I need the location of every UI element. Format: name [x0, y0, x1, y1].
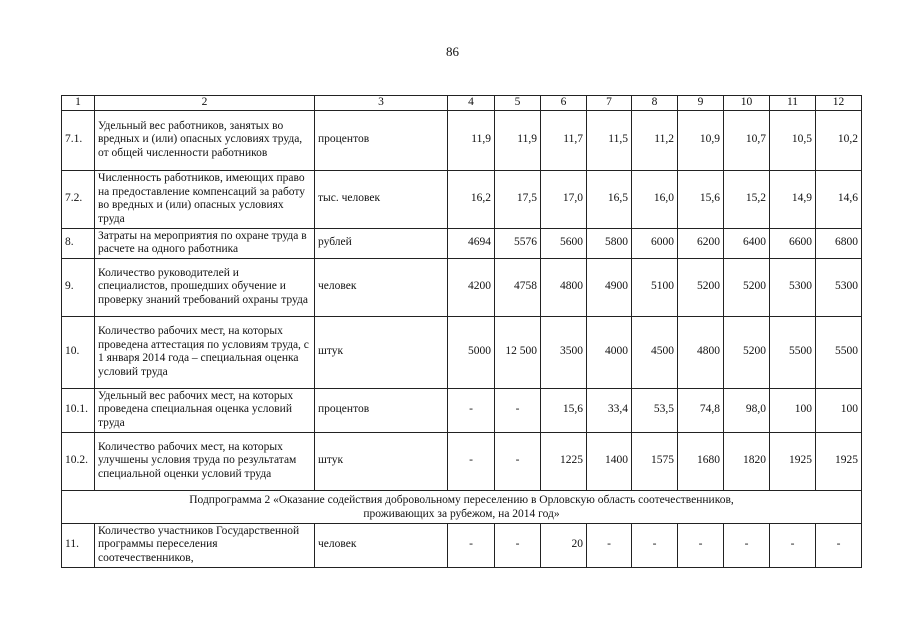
indicator-value: 10,5	[770, 110, 816, 170]
table-row	[62, 316, 862, 388]
indicator-name: Количество рабочих мест, на которых проведена аттестация по условиям труда, с 1 января 2014 года – специальная оценка условий труда	[95, 316, 315, 388]
indicator-value: 11,7	[541, 110, 587, 170]
indicator-value: 4500	[632, 316, 678, 388]
indicator-value: -	[495, 432, 541, 490]
row-number: 7.2.	[62, 170, 95, 228]
indicator-value: -	[632, 523, 678, 567]
indicator-value: 5100	[632, 258, 678, 316]
column-number-header: 1	[62, 96, 95, 111]
unit-of-measure: рублей	[315, 228, 448, 258]
indicator-name: Численность работников, имеющих право на предоставление компенсаций за работу во вредных и (или) опасных условиях труда	[95, 170, 315, 228]
table-row	[62, 110, 862, 170]
indicators-table	[61, 95, 862, 568]
indicator-value: 16,5	[587, 170, 632, 228]
indicator-value: -	[495, 523, 541, 567]
indicator-value: 4694	[448, 228, 495, 258]
column-number-header: 12	[816, 96, 862, 111]
indicator-value: -	[495, 388, 541, 432]
indicator-value: 4758	[495, 258, 541, 316]
indicator-value: 3500	[541, 316, 587, 388]
indicator-value: 5200	[724, 258, 770, 316]
row-number: 10.2.	[62, 432, 95, 490]
column-number-row	[62, 96, 862, 111]
indicator-value: 15,2	[724, 170, 770, 228]
page-number: 86	[446, 44, 459, 59]
column-number-header: 8	[632, 96, 678, 111]
indicator-value: -	[724, 523, 770, 567]
indicator-value: 5500	[770, 316, 816, 388]
indicator-value: 11,2	[632, 110, 678, 170]
unit-of-measure: процентов	[315, 388, 448, 432]
indicator-value: 17,0	[541, 170, 587, 228]
row-number: 7.1.	[62, 110, 95, 170]
unit-of-measure: человек	[315, 523, 448, 567]
row-number: 9.	[62, 258, 95, 316]
indicator-value: 4800	[541, 258, 587, 316]
indicator-value: 5300	[816, 258, 862, 316]
indicator-value: 10,9	[678, 110, 724, 170]
indicator-value: 6000	[632, 228, 678, 258]
indicator-value: 5000	[448, 316, 495, 388]
indicator-value: 15,6	[678, 170, 724, 228]
column-number-header: 9	[678, 96, 724, 111]
indicator-value: 5800	[587, 228, 632, 258]
indicator-value: 11,9	[448, 110, 495, 170]
indicator-value: 15,6	[541, 388, 587, 432]
indicator-value: 53,5	[632, 388, 678, 432]
subprogram-title-line2: проживающих за рубежом, на 2014 год»	[363, 507, 560, 520]
indicator-value: 5600	[541, 228, 587, 258]
table-row	[62, 388, 862, 432]
indicator-value: 100	[770, 388, 816, 432]
indicator-value: 1680	[678, 432, 724, 490]
unit-of-measure: штук	[315, 316, 448, 388]
indicator-value: 20	[541, 523, 587, 567]
indicator-value: 1400	[587, 432, 632, 490]
indicator-value: -	[448, 432, 495, 490]
subprogram-title-line1: Подпрограмма 2 «Оказание содействия добровольному переселению в Орловскую область соотечественников,	[189, 493, 734, 506]
indicator-value: 17,5	[495, 170, 541, 228]
indicator-value: 16,2	[448, 170, 495, 228]
indicator-name: Удельный вес работников, занятых во вредных и (или) опасных условиях труда, от общей численности работников	[95, 110, 315, 170]
indicator-value: 1575	[632, 432, 678, 490]
indicator-value: -	[448, 388, 495, 432]
unit-of-measure: человек	[315, 258, 448, 316]
indicator-name: Затраты на мероприятия по охране труда в расчете на одного работника	[95, 228, 315, 258]
subprogram-title	[62, 490, 862, 523]
indicator-value: 4200	[448, 258, 495, 316]
indicator-name: Количество руководителей и специалистов, прошедших обучение и проверку знаний требований охраны труда	[95, 258, 315, 316]
column-number-header: 2	[95, 96, 315, 111]
indicator-value: 11,5	[587, 110, 632, 170]
indicator-value: 1225	[541, 432, 587, 490]
table-row	[62, 258, 862, 316]
row-number: 10.1.	[62, 388, 95, 432]
indicator-value: 74,8	[678, 388, 724, 432]
indicator-value: 4900	[587, 258, 632, 316]
row-number: 8.	[62, 228, 95, 258]
indicator-value: 33,4	[587, 388, 632, 432]
column-number-header: 10	[724, 96, 770, 111]
indicator-value: 6800	[816, 228, 862, 258]
indicator-value: 10,2	[816, 110, 862, 170]
indicator-value: 1925	[816, 432, 862, 490]
indicator-name: Количество участников Государственной программы переселения соотечественников,	[95, 523, 315, 567]
indicator-value: 10,7	[724, 110, 770, 170]
subprogram-row	[62, 490, 862, 523]
row-number: 11.	[62, 523, 95, 567]
indicator-value: 6200	[678, 228, 724, 258]
column-number-header: 7	[587, 96, 632, 111]
unit-of-measure: штук	[315, 432, 448, 490]
indicator-value: 11,9	[495, 110, 541, 170]
indicator-value: 5576	[495, 228, 541, 258]
column-number-header: 4	[448, 96, 495, 111]
column-number-header: 5	[495, 96, 541, 111]
indicator-value: 14,6	[816, 170, 862, 228]
indicator-value: 4800	[678, 316, 724, 388]
indicator-value: -	[816, 523, 862, 567]
table-row	[62, 432, 862, 490]
indicator-value: 12 500	[495, 316, 541, 388]
table-row	[62, 523, 862, 567]
indicator-value: 5500	[816, 316, 862, 388]
indicator-value: 1820	[724, 432, 770, 490]
indicator-value: 5200	[724, 316, 770, 388]
indicator-value: 14,9	[770, 170, 816, 228]
row-number: 10.	[62, 316, 95, 388]
unit-of-measure: тыс. человек	[315, 170, 448, 228]
table-row	[62, 170, 862, 228]
indicator-value: 100	[816, 388, 862, 432]
indicator-value: 4000	[587, 316, 632, 388]
table-row	[62, 228, 862, 258]
indicator-value: 1925	[770, 432, 816, 490]
indicator-value: -	[770, 523, 816, 567]
indicator-value: 98,0	[724, 388, 770, 432]
indicator-value: -	[587, 523, 632, 567]
column-number-header: 6	[541, 96, 587, 111]
indicator-value: -	[448, 523, 495, 567]
indicator-name: Удельный вес рабочих мест, на которых проведена специальная оценка условий труда	[95, 388, 315, 432]
indicator-value: 5200	[678, 258, 724, 316]
column-number-header: 11	[770, 96, 816, 111]
column-number-header: 3	[315, 96, 448, 111]
indicator-value: 16,0	[632, 170, 678, 228]
indicator-value: 6400	[724, 228, 770, 258]
indicator-name: Количество рабочих мест, на которых улучшены условия труда по результатам специальной оценки условий труда	[95, 432, 315, 490]
unit-of-measure: процентов	[315, 110, 448, 170]
indicator-value: -	[678, 523, 724, 567]
indicator-value: 5300	[770, 258, 816, 316]
indicator-value: 6600	[770, 228, 816, 258]
